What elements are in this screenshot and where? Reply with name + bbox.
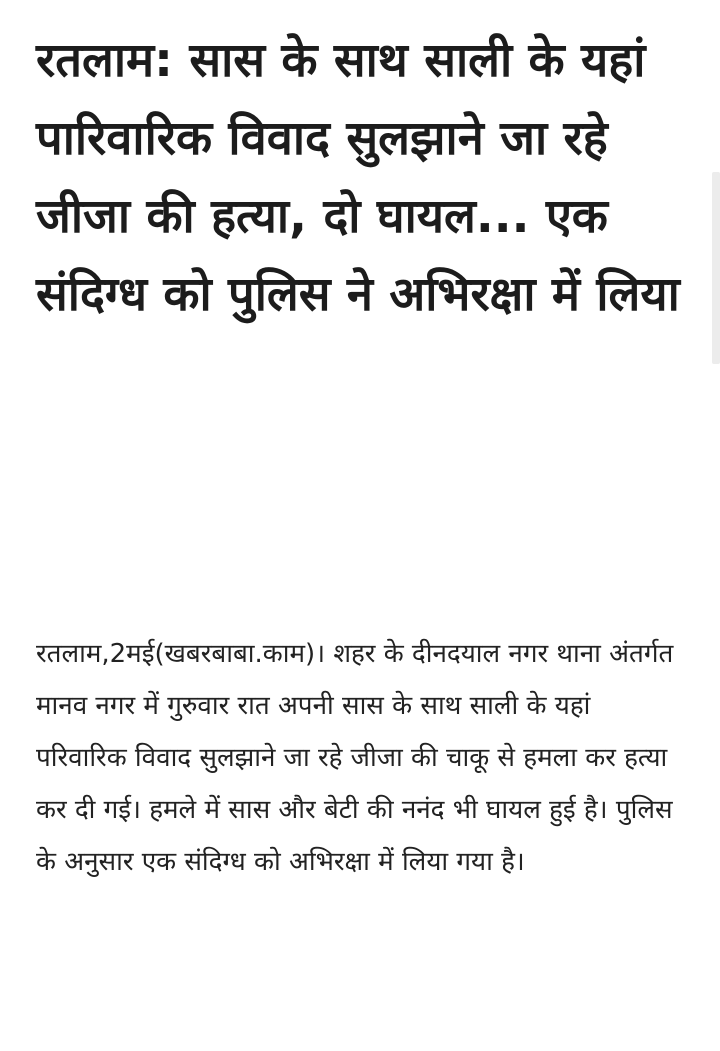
scrollbar[interactable] bbox=[712, 172, 720, 364]
article-headline: रतलाम: सास के साथ साली के यहां पारिवारिक विवाद सुलझाने जा रहे जीजा की हत्या, दो घायल... एक संदिग्ध को पुलिस ने अभिरक्षा में लिया bbox=[36, 33, 680, 322]
article-header bbox=[36, 22, 686, 334]
article-body: रतलाम,2मई(खबरबाबा.काम)। शहर के दीनदयाल नगर थाना अंतर्गत मानव नगर में गुरुवार रात अपनी सास के साथ साली के यहां परिवारिक विवाद सुलझाने जा रहे जीजा की चाकू से हमला कर हत्या कर दी गई। हमले में सास और बेटी की ननंद भी घायल हुई है। पुलिस के अनुसार एक संदिग्ध को अभिरक्षा में लिया गया है। bbox=[36, 639, 674, 877]
